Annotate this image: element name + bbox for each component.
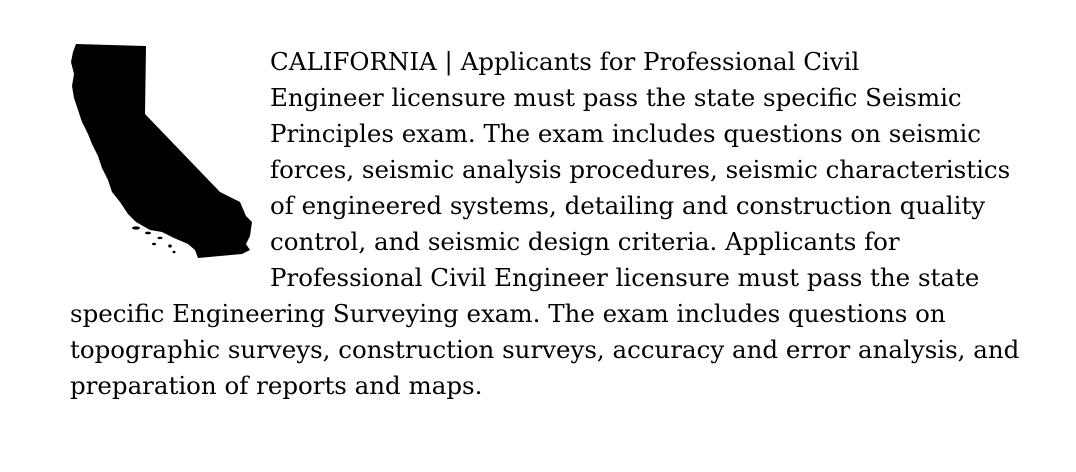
california-map-icon: [70, 44, 270, 266]
text-line: specific Engineering Surveying exam. The exam includes questions on: [70, 299, 946, 328]
text-line: Principles exam. The exam includes questions on seismic: [270, 119, 982, 148]
state-name: CALIFORNIA: [270, 47, 437, 76]
text-line: forces, seismic analysis procedures, seismic characteristics: [270, 155, 1011, 184]
text-line: Professional Civil Engineer licensure must pass the state: [270, 263, 980, 292]
state-separator: |: [444, 47, 453, 76]
text-line: CALIFORNIA | Applicants for Professional Civil: [270, 47, 860, 76]
text-line: of engineered systems, detailing and construction quality: [270, 191, 986, 220]
state-licensure-paragraph: [70, 44, 1020, 404]
text-line: Engineer licensure must pass the state specific Seismic: [270, 83, 962, 112]
text-line: preparation of reports and maps.: [70, 371, 483, 400]
text-line: control, and seismic design criteria. Applicants for: [270, 227, 900, 256]
text-line: topographic surveys, construction surveys, accuracy and error analysis, and: [70, 335, 1020, 364]
